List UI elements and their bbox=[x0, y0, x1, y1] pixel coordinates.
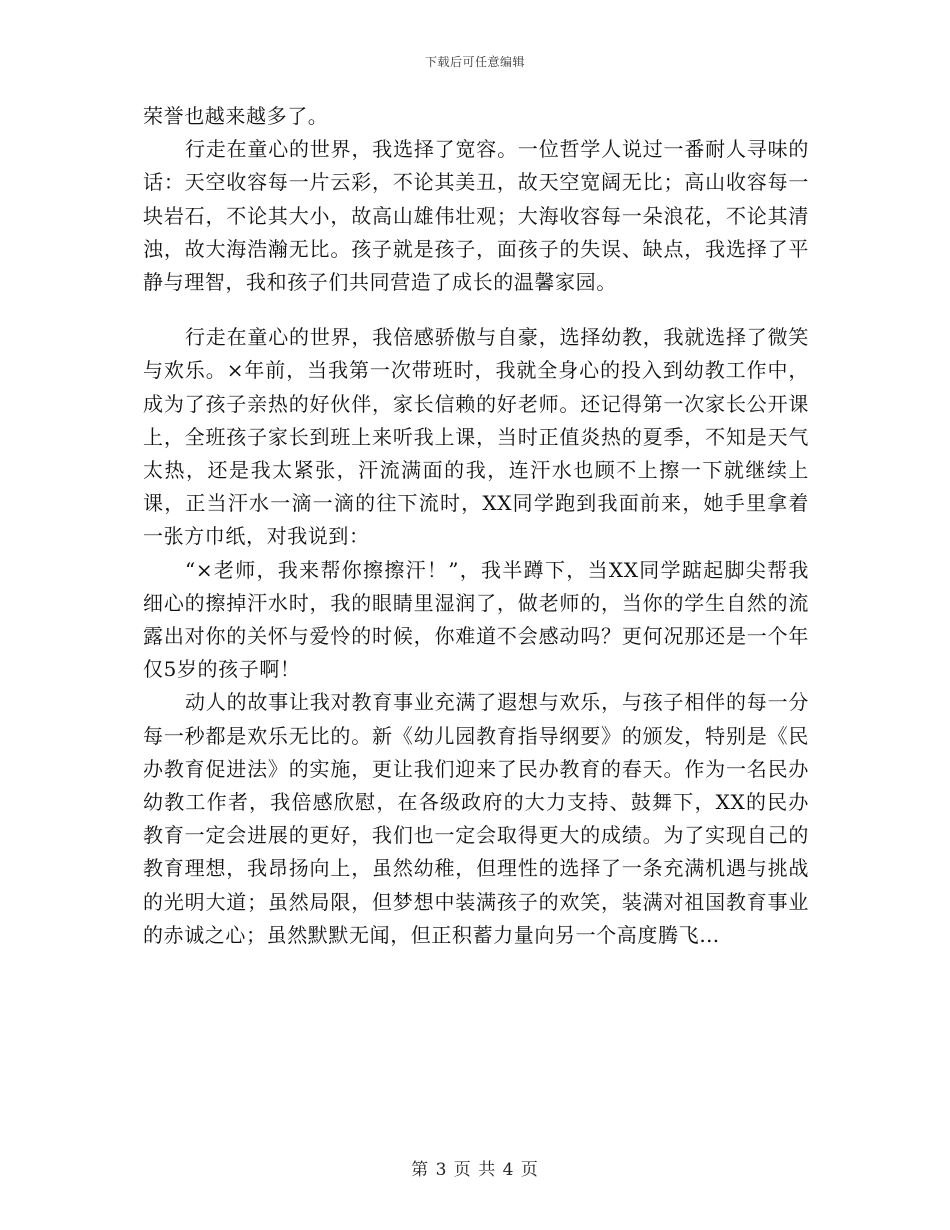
paragraph-conclusion: 动人的故事让我对教育事业充满了遐想与欢乐，与孩子相伴的每一分每一秒都是欢乐无比的。新《幼儿园教育指导纲要》的颁发，特别是《民办教育促进法》的实施，更让我们迎来了民办教育的春天。作为一名民办幼教工作者，我倍感欣慰，在各级政府的大力支持、鼓舞下，XX的民办教育一定会进展的更好，我们也一定会取得更大的成绩。为了实现自己的教育理想，我昂扬向上，虽然幼稚，但理性的选择了一条充满机遇与挑战的光明大道；虽然局限，但梦想中装满孩子的欢笑，装满对祖国教育事业的赤诚之心；虽然默默无闻，但正积蓄力量向另一个高度腾飞… bbox=[143, 690, 809, 947]
paragraph-pride: 行走在童心的世界，我倍感骄傲与自豪，选择幼教，我就选择了微笑与欢乐。×年前，当我第一次带班时，我就全身心的投入到幼教工作中，成为了孩子亲热的好伙伴，家长信赖的好老师。还记得第一次家长公开课上，全班孩子家长到班上来听我上课，当时正值炎热的夏季，不知是天气太热，还是我太紧张，汗流满面的我，连汗水也顾不上擦一下就继续上课，正当汗水一滴一滴的往下流时，XX同学跑到我面前来，她手里拿着一张方巾纸，对我说到： bbox=[143, 325, 809, 549]
paragraph-quote: “×老师，我来帮你擦擦汗！”，我半蹲下，当XX同学踮起脚尖帮我细心的擦掉汗水时，我的眼睛里湿润了，做老师的，当你的学生自然的流露出对你的关怀与爱怜的时候，你难道不会感动吗？更何况那还是一个年仅5岁的孩子啊！ bbox=[143, 557, 809, 682]
paragraph-continuation: 荣誉也越来越多了。 bbox=[143, 104, 329, 128]
paragraph-tolerance: 行走在童心的世界，我选择了宽容。一位哲学人说过一番耐人寻味的话：天空收容每一片云彩，不论其美丑，故天空宽阔无比；高山收容每一块岩石，不论其大小，故高山雄伟壮观；大海收容每一朵浪花，不论其清浊，故大海浩瀚无比。孩子就是孩子，面孩子的失误、缺点，我选择了平静与理智，我和孩子们共同营造了成长的温馨家园。 bbox=[143, 137, 809, 295]
page-header: 下载后可任意编辑 bbox=[424, 55, 525, 69]
document-body bbox=[143, 100, 809, 952]
page-footer: 第 3 页 共 4 页 bbox=[411, 1160, 539, 1180]
